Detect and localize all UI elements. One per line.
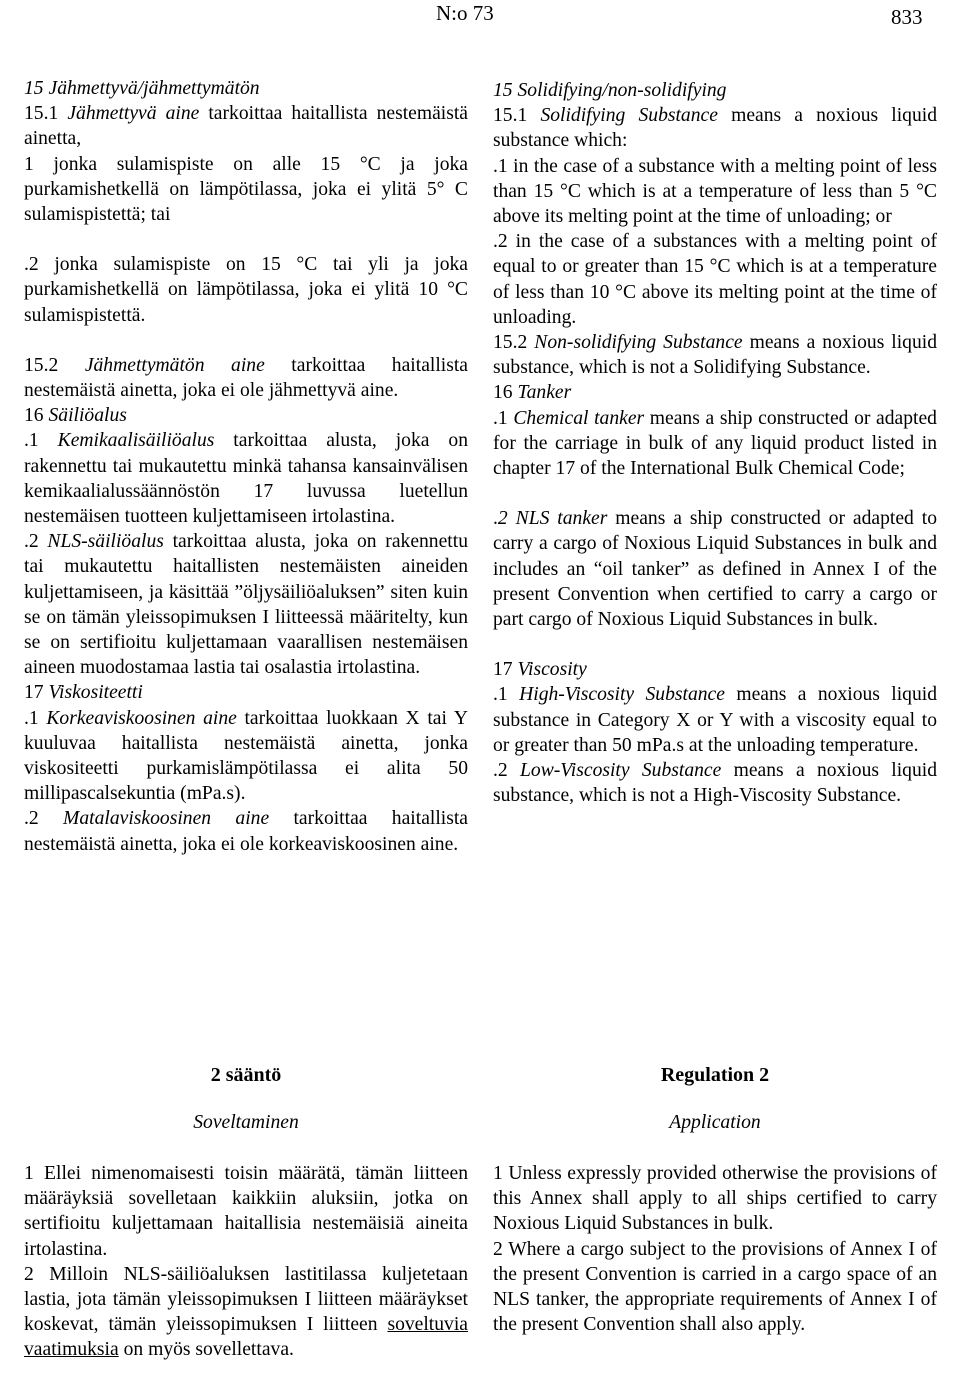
fi-para-17-1 (24, 706, 468, 807)
fi-text: tarkoittaa haitallista nestemäistä ainetta, joka ei ole jähmettyvä aine. (24, 354, 468, 402)
en-term: 2 NLS tanker (497, 508, 608, 530)
en-term: High-Viscosity Substance (519, 684, 725, 706)
fi-num: .1 (24, 707, 47, 729)
en-text: means a noxious liquid substance in Category X or Y with a viscosity equal to or greater than 50 mPa.s at the unloading temperature. (493, 684, 938, 756)
en-para-15-1-1: .1 in the case of a substance with a melting point of less than 15 °C which is at a temperature of less than 5 °C above its melting point at the time of unloading; or (493, 155, 937, 228)
fi-num: 15.1 (24, 103, 68, 125)
fi-para-15-2 (24, 353, 468, 403)
fi-term: Viskositeetti (48, 682, 143, 704)
en-num: 15.2 (493, 332, 535, 354)
fi-text: tarkoittaa alusta, joka on rakennettu tai mukautettu haitallisten nestemäisten aineiden kuljettamiseen, ja käsittää ”öljysäiliöaluksen” siten kuin se on tämän yleissopimuksen I liitteessä määritelty, kun se on sertifioitu kuljettamaan vaarallisen nestemäisen aineen muodostamaa lastia tai osalastia irtolastina. (24, 531, 468, 679)
fi-text: tarkoittaa haitallista nestemäistä ainetta, joka ei ole korkeaviskoosinen aine. (24, 808, 468, 855)
fi-term: Säiliöalus (48, 405, 127, 427)
en-text: means a noxious liquid substance, which is not a High-Viscosity Substance. (493, 760, 938, 807)
en-heading-17 (493, 657, 937, 682)
en-regulation-title: Regulation 2 (660, 1064, 770, 1086)
fi-text: on myös sovellettava. (118, 1339, 294, 1361)
fi-text: tarkoittaa alusta, joka on rakennettu tai mukautettu minkä tahansa kansainvälisen kemikaalialussäännöstön 17 luvussa luetellun nestemäisen tuotteen kuljettamiseen irtolastina. (24, 430, 468, 528)
en-regulation-para-1: 1 Unless expressly provided otherwise the provisions of this Annex shall apply to all ships certified to carry Noxious Liquid Substances in bulk. (493, 1163, 937, 1235)
en-term: Solidifying Substance (540, 105, 718, 127)
fi-num: 17 (24, 682, 49, 704)
fi-para-15-1 (24, 101, 468, 151)
fi-regulation-para-1: 1 Ellei nimenomaisesti toisin määrätä, tämän liitteen määräyksiä sovelletaan kaikkiin aluksiin, jotka on sertifioitu kuljettamaan haitallisia nestemäisiä aineita irtolastina. (24, 1163, 468, 1260)
fi-text: 2 Milloin NLS-säiliöaluksen lastitilassa kuljetetaan lastia, jota tämän yleissopimuksen I liitteen määräykset koskevat, tämän yleissopimuksen I liitteen (24, 1263, 468, 1336)
en-num: .1 (493, 407, 514, 429)
en-para-16-1 (493, 406, 937, 482)
issue-number: N:o 73 (436, 1, 494, 25)
fi-term: Kemikaalisäiliöalus (57, 430, 215, 452)
fi-num: 15.2 (24, 354, 85, 376)
fi-num: 16 (24, 405, 49, 427)
fi-term: Jähmettymätön aine (84, 354, 265, 376)
en-term: Viscosity (517, 659, 587, 681)
en-term: Non-solidifying Substance (534, 332, 743, 354)
en-regulation-para-2: 2 Where a cargo subject to the provisions of Annex I of the present Convention is carried in a cargo space of an NLS tanker, the appropriate requirements of Annex I of the present Convention shall also apply. (493, 1238, 937, 1336)
fi-regulation-title: 2 sääntö (210, 1064, 282, 1086)
en-text: means a noxious liquid substance, which is not a Solidifying Substance. (493, 332, 938, 379)
fi-para-16-1 (24, 428, 468, 529)
fi-text: tarkoittaa luokkaan X tai Y kuuluvaa haitallista nestemäistä ainetta, jonka viskositeetti purkamislämpötilassa ei alita 50 millipascalsekuntia (mPa.s). (24, 707, 468, 805)
en-para-15-1-2: .2 in the case of a substances with a melting point of equal to or greater than 15 °C which is at a temperature of less than 10 °C above its melting point at the time of unloading. (493, 231, 937, 328)
en-heading-15-text: 15 Solidifying/non-solidifying (493, 80, 727, 101)
fi-term: Matalaviskoosinen aine (63, 808, 270, 830)
page-number: 833 (891, 5, 923, 29)
en-para-15-2 (493, 330, 937, 380)
fi-para-16-2 (24, 529, 468, 680)
fi-term: NLS-säiliöalus (47, 531, 164, 553)
en-num: . (493, 508, 498, 530)
fi-para-15-1-1: 1 jonka sulamispiste on alle 15 °C ja joka purkamishetkellä on lämpötilassa, joka ei ylitä 5° C sulamispistettä; tai (24, 153, 468, 226)
fi-heading-15 (24, 76, 468, 101)
en-regulation-subtitle: Application (669, 1112, 761, 1133)
fi-regulation-subtitle: Soveltaminen (193, 1112, 299, 1133)
en-num: 15.1 (493, 105, 541, 127)
fi-num: .2 (24, 808, 64, 830)
fi-heading-15-text: 15 Jähmettyvä/jähmettymätön (24, 78, 260, 99)
en-heading-16 (493, 380, 937, 405)
en-para-17-2 (493, 758, 937, 808)
finnish-regulation-section (24, 1062, 468, 1363)
english-definitions-column (493, 78, 937, 808)
en-num: 17 (493, 659, 518, 681)
en-num: .2 (493, 760, 520, 782)
en-text: means a ship constructed or adapted to carry a cargo of Noxious Liquid Substances in bulk and includes an “oil tanker” as defined in Annex I of the present Convention when certified to carry a cargo or part cargo of Noxious Liquid Substances in bulk. (493, 508, 937, 631)
en-num: 16 (493, 382, 518, 404)
en-text: means a ship constructed or adapted for the carriage in bulk of any liquid product listed in chapter 17 of the International Bulk Chemical Code; (493, 407, 937, 480)
en-term: Tanker (517, 382, 572, 404)
finnish-definitions-column (24, 76, 468, 857)
fi-para-17-2 (24, 806, 468, 856)
en-term: Low-Viscosity Substance (520, 760, 722, 782)
fi-para-15-1-2: .2 jonka sulamispiste on 15 °C tai yli ja joka purkamishetkellä on lämpötilassa, joka ei ylitä 10 °C sulamispistettä. (24, 254, 468, 326)
en-num: .1 (493, 684, 520, 706)
en-text: means a noxious liquid substance which: (493, 105, 938, 152)
en-heading-15 (493, 78, 937, 103)
fi-text: tarkoittaa haitallista nestemäistä ainetta, (24, 103, 468, 150)
fi-num: .2 (24, 531, 48, 553)
english-regulation-section (493, 1062, 937, 1337)
fi-underlined-text: soveltuvia vaatimuksia (24, 1314, 468, 1361)
en-term: Chemical tanker (513, 407, 645, 429)
en-para-17-1 (493, 682, 937, 758)
fi-regulation-para-2 (24, 1262, 468, 1363)
fi-term: Jähmettyvä aine (67, 103, 200, 125)
fi-num: .1 (24, 430, 58, 452)
fi-term: Korkeaviskoosinen aine (46, 707, 237, 729)
en-para-16-2 (493, 506, 937, 632)
fi-heading-17 (24, 680, 468, 705)
en-para-15-1 (493, 103, 937, 153)
fi-heading-16 (24, 403, 468, 428)
